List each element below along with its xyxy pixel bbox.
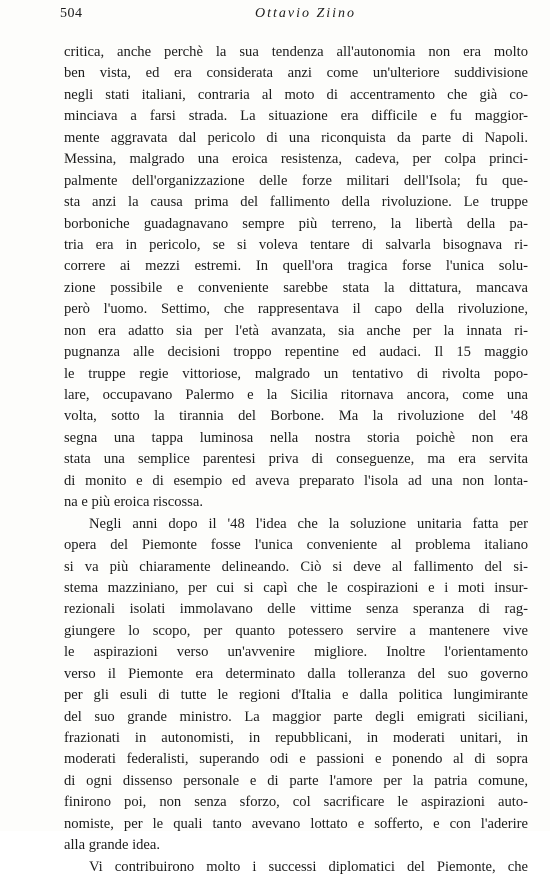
- running-head: Ottavio Ziino: [255, 6, 357, 21]
- page-header: [60, 6, 530, 28]
- paragraph-end-line: na e più eroica riscossa.: [64, 494, 203, 511]
- text-line: pugnanza alle decisioni troppo repentine ed audaci. Il 15 maggio: [64, 344, 528, 361]
- text-line: giungere lo scopo, per quanto potessero servire a mantenere vive: [64, 622, 528, 639]
- paragraph-end-line: alla grande idea.: [64, 837, 161, 854]
- text-line: per gli esuli di tutte le regioni d'Italia e dalla politica lungimirante: [64, 687, 528, 704]
- paragraph-start-line: Vi contribuirono molto i successi diplomatici del Piemonte, che: [89, 858, 528, 875]
- text-line: minciava a farsi strada. La situazione era difficile e fu maggior-: [64, 108, 528, 125]
- page-number: 504: [60, 6, 83, 21]
- text-line: moderati federalisti, superando odi e passioni e ponendo al di sopra: [64, 751, 528, 768]
- text-line: di ogni dissenso personale e di parte l'amore per la patria comune,: [64, 772, 528, 789]
- text-line: zione possibile e conveniente sarebbe stata la dittatura, mancava: [64, 279, 528, 296]
- text-line: opera del Piemonte fosse l'unica conveniente al problema italiano: [64, 537, 528, 554]
- text-line: si va più chiaramente delineando. Ciò si deve al fallimento del si-: [64, 558, 528, 575]
- text-line: nomiste, per le quali tanto avevano lottato e sofferto, e con l'aderire: [64, 815, 528, 832]
- text-line: palmente dell'organizzazione delle forze militari dell'Isola; fu que-: [64, 172, 528, 189]
- text-line: le aspirazioni verso un'avvenire migliore. Inoltre l'orientamento: [64, 644, 528, 661]
- text-line: lare, occupavano Palermo e la Sicilia ritornava ancora, come una: [64, 387, 528, 403]
- text-line: del suo grande ministro. La maggior parte degli emigrati siciliani,: [64, 708, 528, 725]
- text-line: Messina, malgrado una eroica resistenza, cadeva, per colpa princi-: [64, 151, 528, 168]
- text-line: borboniche guadagnavano sempre più terreno, la libertà della pa-: [64, 215, 528, 232]
- text-line: rezionali isolati immolavano delle vittime senza speranza di rag-: [64, 601, 528, 618]
- paragraph-start-line: Negli anni dopo il '48 l'idea che la soluzione unitaria fatta per: [89, 515, 528, 532]
- text-line: volta, sotto la tirannia del Borbone. Ma la rivoluzione del '48: [64, 408, 528, 425]
- text-line: tria era in pericolo, se si voleva tentare di salvarla bisognava ri-: [64, 236, 528, 253]
- body-text: [64, 42, 528, 878]
- text-line: di monito e di esempio ed aveva preparato l'isola ad una non lonta-: [64, 472, 528, 489]
- text-line: verso il Piemonte era determinato dalla tolleranza del suo governo: [64, 665, 528, 682]
- text-line: non era adatto sia per l'età avanzata, sia anche per la innata ri-: [64, 322, 528, 339]
- text-line: segna una tappa luminosa nella nostra storia poichè non era: [64, 429, 528, 446]
- text-line: però l'uomo. Settimo, che rappresentava il capo della rivoluzione,: [64, 301, 528, 318]
- text-line: frazionati in autonomisti, in repubblicani, in moderati unitari, in: [64, 730, 528, 746]
- text-line: correre ai mezzi estremi. In quell'ora tragica forse l'unica solu-: [64, 258, 528, 275]
- text-line: stata una semplice parentesi priva di conseguenze, ma era servita: [64, 451, 528, 468]
- text-line: sta anzi la causa prima del fallimento della rivoluzione. Le truppe: [64, 194, 528, 211]
- text-line: le truppe regie vittoriose, malgrado un tentativo di rivolta popo-: [64, 365, 528, 382]
- text-line: mente aggravata dal pericolo di una riconquista da parte di Napoli.: [64, 129, 528, 146]
- text-line: ben vista, ed era considerata anzi come un'ulteriore suddivisione: [64, 65, 528, 82]
- text-line: stema mazziniano, per cui si capì che le cospirazioni e i moti insur-: [64, 579, 528, 596]
- text-line: negli stati italiani, contraria al moto di accentramento che già co-: [64, 86, 528, 103]
- text-line: finirono poi, non senza sforzo, col sacrificare le aspirazioni auto-: [64, 794, 528, 811]
- text-line: critica, anche perchè la sua tendenza all'autonomia non era molto: [64, 44, 528, 60]
